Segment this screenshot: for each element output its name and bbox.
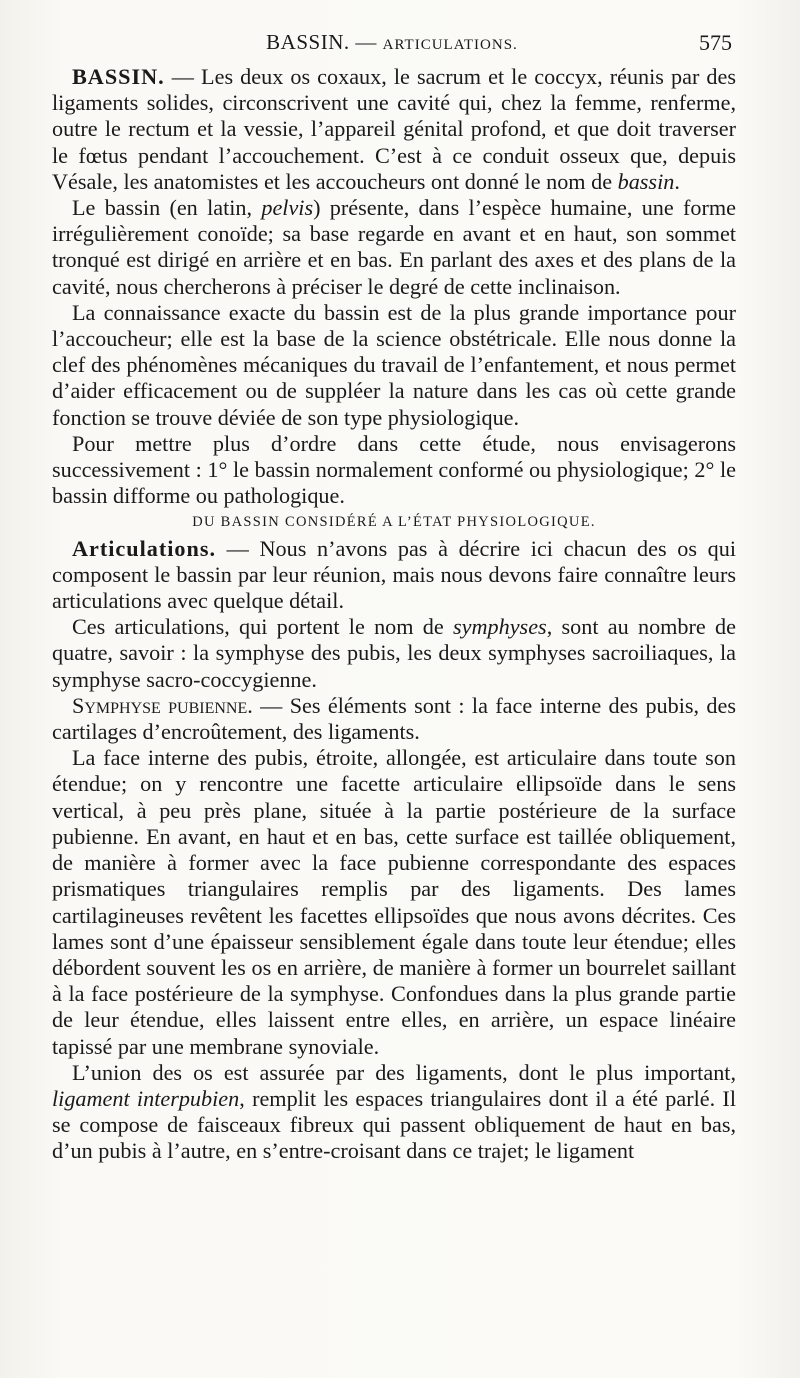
paragraph-text: — Les deux os coxaux, le sacrum et le coccyx, réunis par des ligaments solides, circonscrivent une cavité qui, chez la femme, renferme, outre le rectum et la vessie, l’appareil génital profond, et que doit traverser le fœtus pendant l’accouchement. C’est à ce conduit osseux que, depuis Vésale, les anatomistes et les accoucheurs ont donné le nom de: [52, 64, 736, 194]
paragraph-text: — Ses éléments sont : la face interne des pubis, des cartilages d’encroûtement, des ligaments.: [52, 692, 736, 745]
paragraph-text: , remplit les espaces triangulaires dont il a été parlé. Il se compose de faisceaux fibreux qui passent obliquement de haut en bas, d’un pubis à l’autre, en s’entre-croisant dans ce trajet; le ligament: [52, 1085, 736, 1164]
page-header: [52, 30, 732, 60]
paragraph-text: — Nous n’avons pas à décrire ici chacun des os qui composent le bassin par leur réunion, mais nous devons faire connaître leurs articulations avec quelque détail.: [52, 535, 736, 614]
paragraph-face-interne: La face interne des pubis, étroite, allongée, est articulaire dans toute son étendue; on y rencontre une facette articulaire ellipsoïde dans le sens vertical, à peu près plane, située à la partie postérieure de la surface pubienne. En avant, en haut et en bas, cette surface est taillée obliquement, de manière à former avec la face pubienne correspondante des espaces prismatiques triangulaires remplis par des ligaments. Des lames cartilagineuses revêtent les facettes ellipsoïdes que nous avons décrites. Ces lames sont d’une épaisseur sensiblement égale dans toute leur étendue; elles débordent souvent les os en arrière, de manière à former un bourrelet saillant à la face postérieure de la symphyse. Confondues dans la plus grande partie de leur étendue, elles laissent entre elles, en arrière, un espace linéaire tapissé par une membrane synoviale.: [52, 745, 736, 1059]
page-body: [52, 64, 736, 1165]
running-title-sub: ARTICULATIONS.: [382, 37, 518, 53]
paragraph-symphyse-pubienne: [52, 693, 736, 745]
paragraph-text: Le bassin (en latin,: [72, 195, 262, 221]
paragraph-symphyses: [52, 614, 736, 693]
entry-heading-bassin: BASSIN.: [72, 64, 165, 89]
page-number: 575: [699, 30, 732, 55]
paragraph-articulations: [52, 536, 736, 615]
paragraph-importance: La connaissance exacte du bassin est de la plus grande importance pour l’accoucheur; elle est la base de la science obstétricale. Elle nous donne la clef des phénomènes mécaniques du travail de l’enfantement, et nous permet d’aider efficacement ou de suppléer la nature dans les cas où cette grande fonction se trouve déviée de son type physiologique.: [52, 299, 736, 430]
running-head: [52, 30, 732, 55]
running-title-main: BASSIN. —: [266, 30, 377, 54]
paragraph-text: L’union des os est assurée par des ligaments, dont le plus important,: [72, 1059, 736, 1085]
italic-term-ligament: ligament interpubien: [52, 1085, 240, 1111]
entry-heading-articulations: Articulations.: [72, 535, 217, 561]
paragraph-text: , sont au nombre de quatre, savoir : la symphyse des pubis, les deux symphyses sacroiliaques, la symphyse sacro-coccygienne.: [52, 614, 736, 692]
paragraph-pelvis: [52, 195, 736, 300]
paragraph-plan: Pour mettre plus d’ordre dans cette étude, nous envisagerons successivement : 1° le bassin normalement conformé ou physiologique; 2° le bassin difforme ou pathologique.: [52, 430, 736, 509]
paragraph-text: ) présente, dans l’espèce humaine, une forme irrégulièrement conoïde; sa base regarde en avant et en haut, son sommet tronqué est dirigé en arrière et en bas. En parlant des axes et des plans de la cavité, nous chercherons à préciser le degré de cette inclinaison.: [52, 195, 736, 299]
section-title: DU BASSIN CONSIDÉRÉ A L’ÉTAT PHYSIOLOGIQUE.: [192, 514, 596, 531]
paragraph-bassin-intro: [52, 64, 736, 195]
italic-term-symphyses: symphyses: [453, 614, 547, 640]
italic-term-pelvis: pelvis: [261, 195, 314, 221]
paragraph-ligaments: [52, 1060, 736, 1165]
subheading-symphyse-pubienne: Symphyse pubienne.: [72, 692, 253, 718]
italic-term-bassin: bassin: [617, 168, 675, 194]
paragraph-end: .: [674, 168, 680, 194]
paragraph-text: Ces articulations, qui portent le nom de: [72, 614, 454, 640]
